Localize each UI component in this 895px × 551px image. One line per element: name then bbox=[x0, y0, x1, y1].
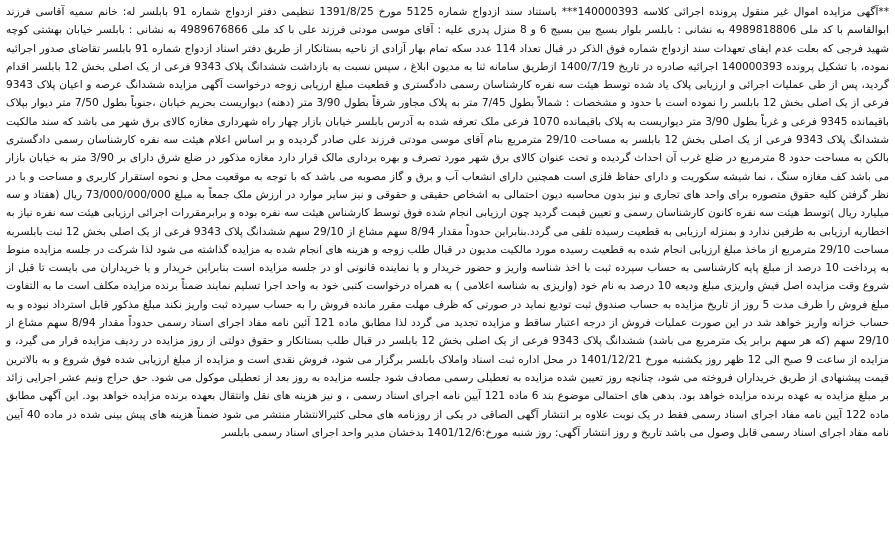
auction-notice-text: **آگهی مزایده اموال غیر منقول پرونده اجرائی کلاسه 140000393*** باستناد سند ازدواج شماره 5125 مورخ 1391/8/25 تنظیمی دفتر ازدواج شماره 91 بابلسر له: خانم سمیه آقاسی فرزند ابوالقاسم با کد ملی 4989818806 به نشانی : بابلسر بلوار بسیج بین بسیج 6 و 8 منزل پدری علیه : آقای موسی مودتی فرزند علی با کد ملی 4989676866 به نشانی : بابلسر خیابان بهشتی کوچه شهید فرجی که بعلت عدم ایفای تعهدات سند ازدواج شماره فوق الذکر در قبال تعداد 114 عدد سکه تمام بهار آزادی از ناحیه بستانکار از طریق دفتر اسناد ازدواج شماره 91 بابلسر تقاضای صدور اجرائیه نموده، با تشکیل پرونده 140000393 اجرائیه صادره در تاریخ 1400/7/19 ازطریق سامانه ثنا به مدیون ابلاغ ، سپس نسبت به بازداشت ششدانگ پلاک 9343 فرعی از یک اصلی بخش 12 بابلسر اقدام گردید، پس از طی عملیات اجرائی و ارزیابی پلاک یاد شده توسط هیئت سه نفره کارشناسان رسمی دادگستری و قطعیت مبلغ ارزیابی زوجه درخواست آگهی مزایده ششدانگ عرصه و اعیان پلاک 9343 فرعی از یک اصلی بخش 12 بابلسر را نموده است با حدود و مشخصات : شمالاً بطول 7/45 متر به پلاک مجاور شرقاً بطول 3/90 متر (دهنه) دیواریست بحریم خیابان ،جنوباً بطول 7/50 متر دیوار بپلاک باقیمانده 9345 فرعی و غرباً بطول 3/90 متر دیواریست به پلاک باقیمانده 1070 فرعی ملک تعرفه شده به آدرس بابلسر خیابان بازار چهار راه شهرداری مغازه کالای برق شهر می باشد که سند مالکیت ششدانگ پلاک 9343 فرعی از یک اصلی بخش 12 بابلسر به مساحت 29/10 مترمربع بنام آقای موسی مودتی فرزند علی صادر گردیده و بر اساس اعلام هیئت سه نفره کارشناسان رسمی دادگستری بالکن به مساحت حدود 8 مترمربع در ضلع غرب آن احداث گردیده و تحت عنوان کالای برق شهر مورد تصرف و بهره برداری مالک قرار دارد مغازه مذکور در ضلع شرق دارای بر 3/90 متر به خیابان بازار می باشد کف مغازه سنگ ، نما شیشه سکوریت و دارای حفاظ فلزی است همچنین دارای انشعاب آب و برق و گاز مصوبه می باشد که با توجه به موقعیت محل و نحوه استقرار کاربری و مساحت و با در نظر گرفتن کلیه حقوق متصوره برای واحد های تجاری و نیز بدون محاسبه دیون احتمالی به اشخاص حقیقی و حقوقی و نیز سایر موارد در ارزش ملک جمعاً به مبلغ 73/000/000/000 ریال (هفتاد و سه میلیارد ریال )توسط هیئت سه نفره کانون کارشناسان رسمی و تعیین قیمت گردید چون ارزیابی انجام شده فوق توسط کارشناس هیئت سه نفره بوده و برابرمقررات اجرائی ارزیابی هیئت سه نفره نیاز به اخطاریه ارزیابی به طرفین ندارد و بمنزله ارزیابی به قطعیت رسیده تلقی می گردد.بنابراین حدوداً مقدار 8/94 سهم مشاع از 29/10 سهم ششدانگ پلاک 9343 فرعی از یک اصلی بخش 12 ثبت بابلسربه مساحت 29/10 مترمربع از ماخذ مبلغ ارزیابی انجام شده به قطعیت رسیده مورد مالکیت مدیون در قبال طلب زوجه و هزینه های انجام شده به مزایده گذاشته می شود لذا شرکت در جلسه مزایده منوط به پرداخت 10 درصد از مبلغ پایه کارشناسی به حساب سپرده ثبت با اخذ شناسه واریز و حضور خریدار و یا نماینده قانونی او در جلسه مزایده است بنابراین خریدار و یا خریداران می بایست تا قبل از شروع وقت مزایده اصل فیش واریزی مبلغ ودیعه 10 درصد به نام خود (واریزی به شناسه اعلامی ) به همراه درخواست کتبی خود به واحد اجرا تسلیم نمایند ضمناً برنده مزایده مکلف است ما به التفاوت مبلغ فروش را ظرف مدت 5 روز از تاریخ مزایده به حساب صندوق ثبت تودیع نماید در صورتی که ظرف مهلت مقرر مانده فروش را به حساب سپرده ثبت واریز نکند مبلغ مذکور قابل استرداد نبوده و به حساب خزانه واریز خواهد شد در این صورت عملیات فروش از درجه اعتبار ساقط و مزایده تجدید می گردد لذا مطابق ماده 121 آئین نامه مفاد اجرای اسناد رسمی حدوداً مقدار 8/94 سهم مشاع از 29/10 سهم (که هر سهم برابر یک مترمربع می باشد) ششدانگ پلاک 9343 فرعی از یک اصلی بخش 12 بابلسر در قبال طلب بستانکار و حقوق دولتی از روز مزایده در ردیف مزایده قرار می گیرد، و مزایده از ساعت 9 صبح الی 12 ظهر روز یکشنبه مورخ 1401/12/21 در محل اداره ثبت اسناد واملاک بابلسر برگزار می شود، فروش نقدی است و مزایده از مبلغ ارزیابی شده فوق شروع و به بالاترین قیمت پیشنهادی از طریق خریداران فروخته می شود، چنانچه روز تعیین شده مزایده به تعطیلی رسمی مصادف شود جلسه مزایده به روز بعد از تعطیلی موکول می شود. حق حراج ونیم عشر اجرایی زائد بر مبلغ مزایده به عهده برنده مزایده خواهد بود. بدهی های احتمالی موضوع بند 6 ماده 121 آیین نامه اجرای اسناد رسمی ، و نیز هزینه های نقل وانتقال بعهده برنده مزایده خواهد بود. این آگهی مطابق ماده 122 آیین نامه مفاد اجرای اسناد رسمی فقط در یک نوبت علاوه بر انتشار آگهی الصاقی در یکی از روزنامه های محلی کثیرالانتشار منتشر می شود ضمناً هزینه های پیش بینی شده در ماده 40 آیین نامه مفاد اجرای اسناد رسمی قابل وصول می باشد تاریخ و روز انتشار آگهی: روز شنبه مورخ:1401/12/6 بدخشان مدیر واحد اجرای اسناد رسمی بابلسر bbox=[6, 6, 890, 439]
